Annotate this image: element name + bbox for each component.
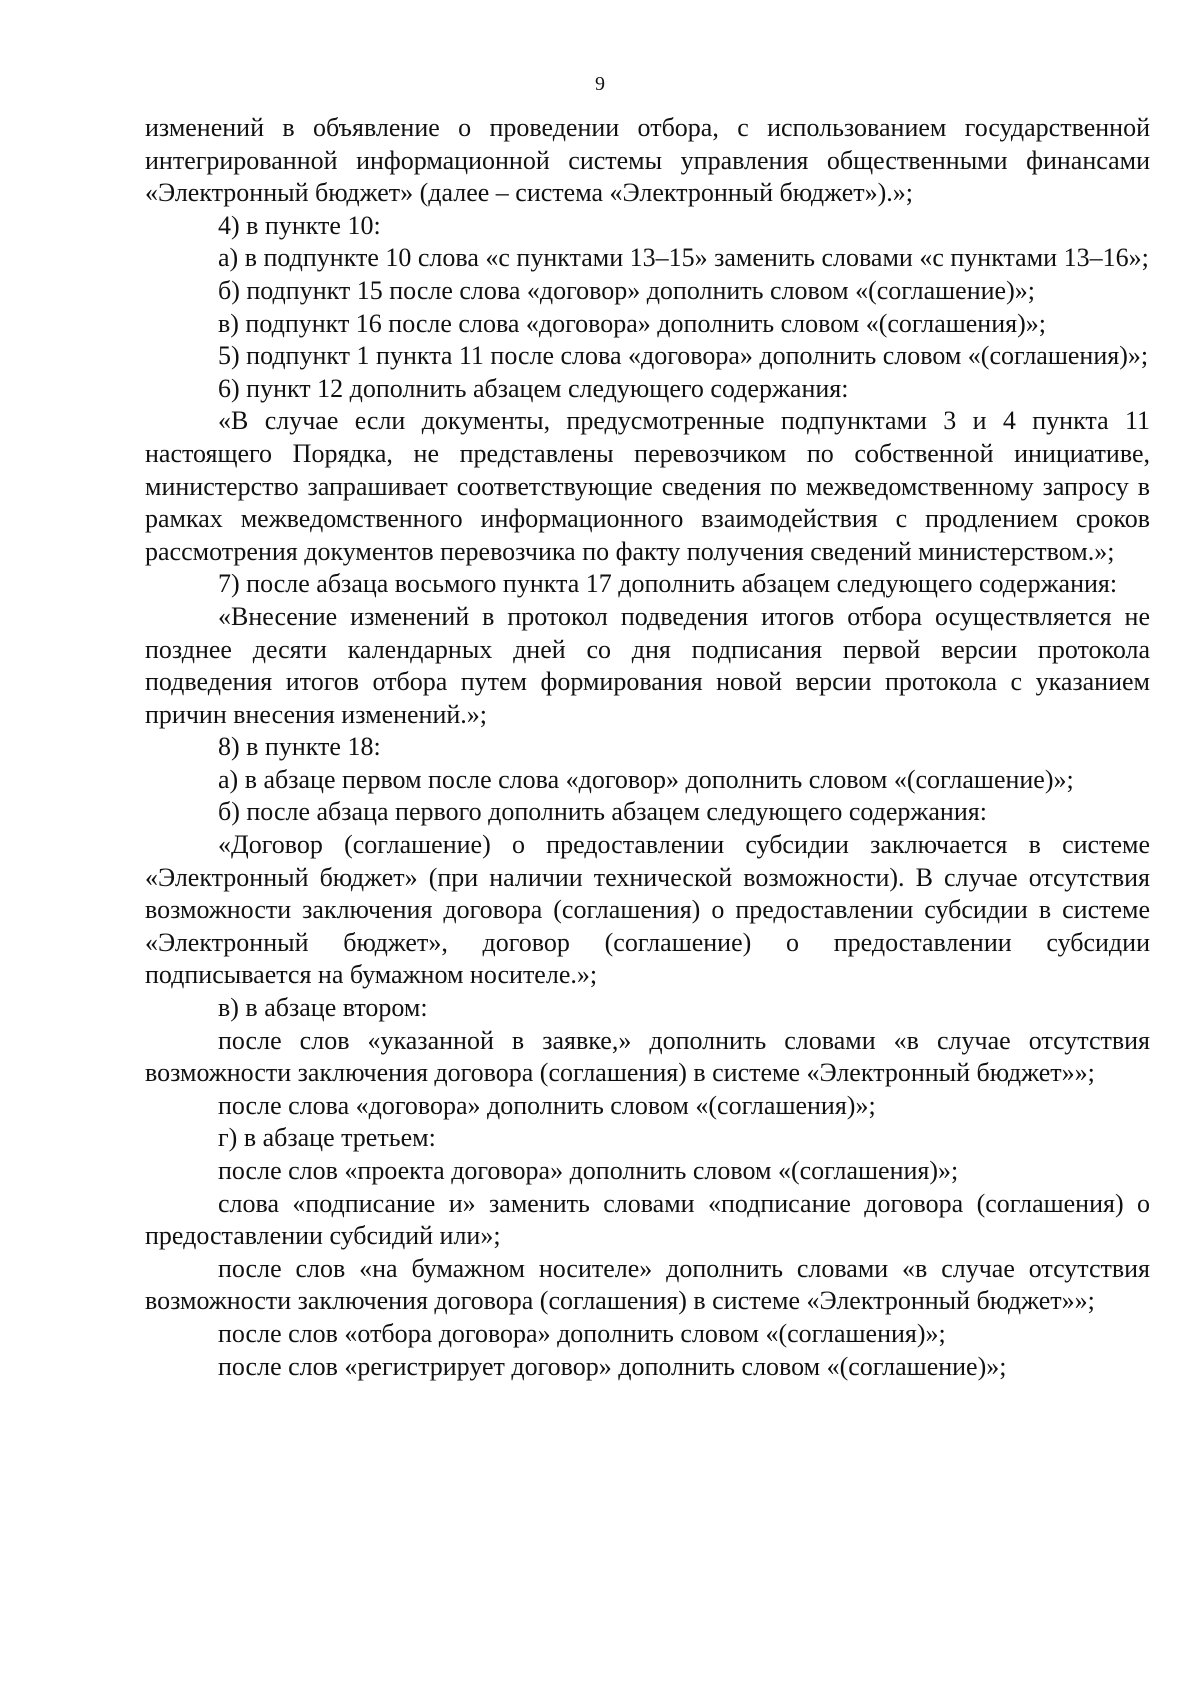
paragraph: после слова «договора» дополнить словом «(соглашения)»; — [218, 1090, 876, 1120]
paragraph: после слов «отбора договора» дополнить словом «(соглашения)»; — [218, 1318, 946, 1348]
paragraph: в) в абзаце втором: — [218, 993, 428, 1023]
paragraph: «В случае если документы, предусмотренные подпунктами 3 и 4 пункта 11 настоящего Порядка, не представлены перевозчиком по собственной инициативе, министерство запрашивает соответствующие сведения по межведомственному запросу в рамках межведомственного информационного взаимодействия с продлением сроков рассмотрения документов перевозчика по факту получения сведений министерством.»; — [145, 406, 1150, 566]
paragraph: 4) в пункте 10: — [218, 210, 381, 240]
paragraph: слова «подписание и» заменить словами «подписание договора (соглашения) о предоставлении субсидий или»; — [145, 1188, 1150, 1251]
paragraph: 8) в пункте 18: — [218, 732, 381, 762]
paragraph: г) в абзаце третьем: — [218, 1123, 436, 1153]
paragraph: 6) пункт 12 дополнить абзацем следующего содержания: — [218, 373, 849, 403]
paragraph: 5) подпункт 1 пункта 11 после слова «договора» дополнить словом «(соглашения)»; — [218, 341, 1149, 371]
paragraph: а) в подпункте 10 слова «с пунктами 13–15» заменить словами «с пунктами 13–16»; — [218, 243, 1149, 273]
page-number: 9 — [595, 73, 605, 95]
paragraph: после слов «указанной в заявке,» дополнить словами «в случае отсутствия возможности заключения договора (соглашения) в системе «Электронный бюджет»»; — [145, 1025, 1150, 1088]
document-body — [145, 112, 1150, 1383]
paragraph: б) подпункт 15 после слова «договор» дополнить словом «(соглашение)»; — [218, 275, 1035, 305]
paragraph: «Внесение изменений в протокол подведения итогов отбора осуществляется не позднее десяти календарных дней со дня подписания первой версии протокола подведения итогов отбора путем формирования новой версии протокола с указанием причин внесения изменений.»; — [145, 601, 1150, 729]
paragraph: после слов «регистрирует договор» дополнить словом «(соглашение)»; — [218, 1351, 1007, 1381]
paragraph: изменений в объявление о проведении отбора, с использованием государственной интегрированной информационной системы управления общественными финансами «Электронный бюджет» (далее – система «Электронный бюджет»).»; — [145, 113, 1150, 208]
paragraph: «Договор (соглашение) о предоставлении субсидии заключается в системе «Электронный бюджет» (при наличии технической возможности). В случае отсутствия возможности заключения договора (соглашения) о предоставлении субсидии в системе «Электронный бюджет», договор (соглашение) о предоставлении субсидии подписывается на бумажном носителе.»; — [145, 830, 1150, 990]
paragraph: а) в абзаце первом после слова «договор» дополнить словом «(соглашение)»; — [218, 764, 1074, 794]
paragraph: б) после абзаца первого дополнить абзацем следующего содержания: — [218, 797, 987, 827]
paragraph: 7) после абзаца восьмого пункта 17 дополнить абзацем следующего содержания: — [218, 569, 1118, 599]
paragraph: в) подпункт 16 после слова «договора» дополнить словом «(соглашения)»; — [218, 308, 1046, 338]
paragraph: после слов «проекта договора» дополнить словом «(соглашения)»; — [218, 1156, 959, 1185]
paragraph: после слов «на бумажном носителе» дополнить словами «в случае отсутствия возможности заключения договора (соглашения) в системе «Электронный бюджет»»; — [145, 1253, 1150, 1316]
